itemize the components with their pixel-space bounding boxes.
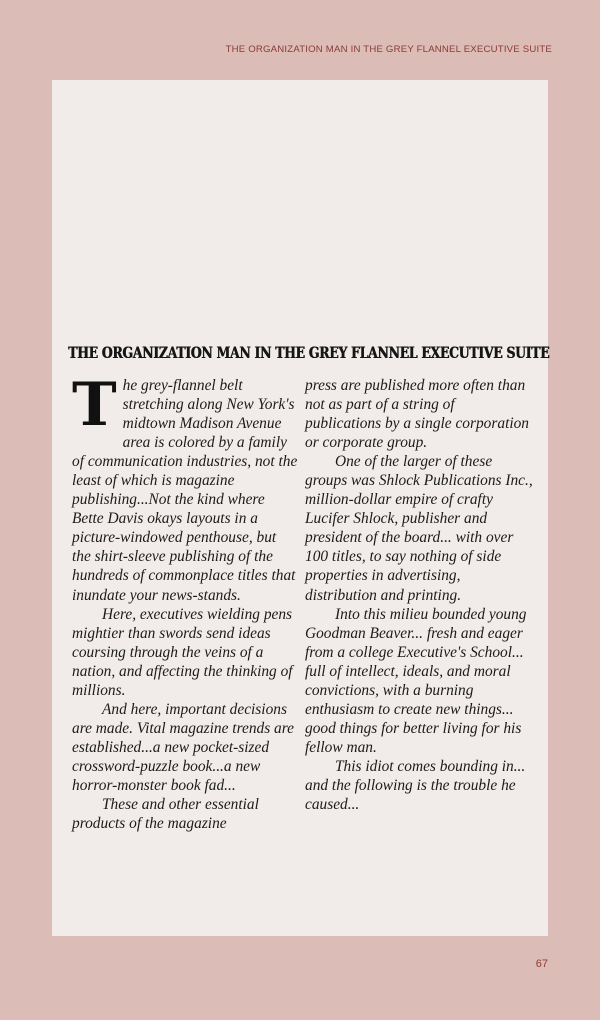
drop-cap: T — [72, 370, 117, 440]
article-paragraph: Into this milieu bounded young Goodman Beaver... fresh and eager from a college Executive's School... full of intellect, ideals, and moral convictions, with a burning enthusiasm to create new things... good things for better living for his fellow man. — [305, 605, 527, 756]
article-paragraph — [72, 370, 298, 605]
article-paragraph: This idiot comes bounding in... and the following is the trouble he caused... — [305, 757, 526, 814]
article-paragraph: One of the larger of these groups was Shlock Publications Inc., million-dollar empire of crafty Lucifer Shlock, publisher and president of the board... with over 100 titles, to say nothing of side properties in advertising, distribution and printing. — [305, 453, 533, 604]
article-paragraph: These and other essential products of the magazine — [72, 796, 259, 833]
article-paragraph: And here, important decisions are made. Vital magazine trends are established...a new pocket-sized crossword-puzzle book...a new horror-monster book fad... — [72, 700, 294, 794]
comic-page — [52, 80, 548, 936]
left-text-column — [72, 370, 298, 833]
article-paragraph: Here, executives wielding pens mightier than swords send ideas coursing through the veins of a nation, and affecting the thinking of millions. — [72, 605, 293, 699]
running-head: THE ORGANIZATION MAN IN THE GREY FLANNEL EXECUTIVE SUITE — [225, 44, 552, 55]
paragraph-text: he grey-flannel belt stretching along New York's midtown Madison Avenue area is colored by a family of communication industries, not the least of which is magazine publishing...Not the kind where Bette Davis okays layouts in a picture-windowed penthouse, but the shirt-sleeve publishing of the hundreds of commonplace titles that inundate your news-stands. — [72, 377, 298, 604]
right-text-column — [305, 376, 534, 814]
page-number: 67 — [535, 958, 548, 970]
article-paragraph: press are published more often than not as part of a string of publications by a single corporation or corporate group. — [305, 377, 530, 452]
article-headline: THE ORGANIZATION MAN IN THE GREY FLANNEL EXECUTIVE SUITE — [68, 343, 550, 362]
article-body — [72, 370, 534, 916]
